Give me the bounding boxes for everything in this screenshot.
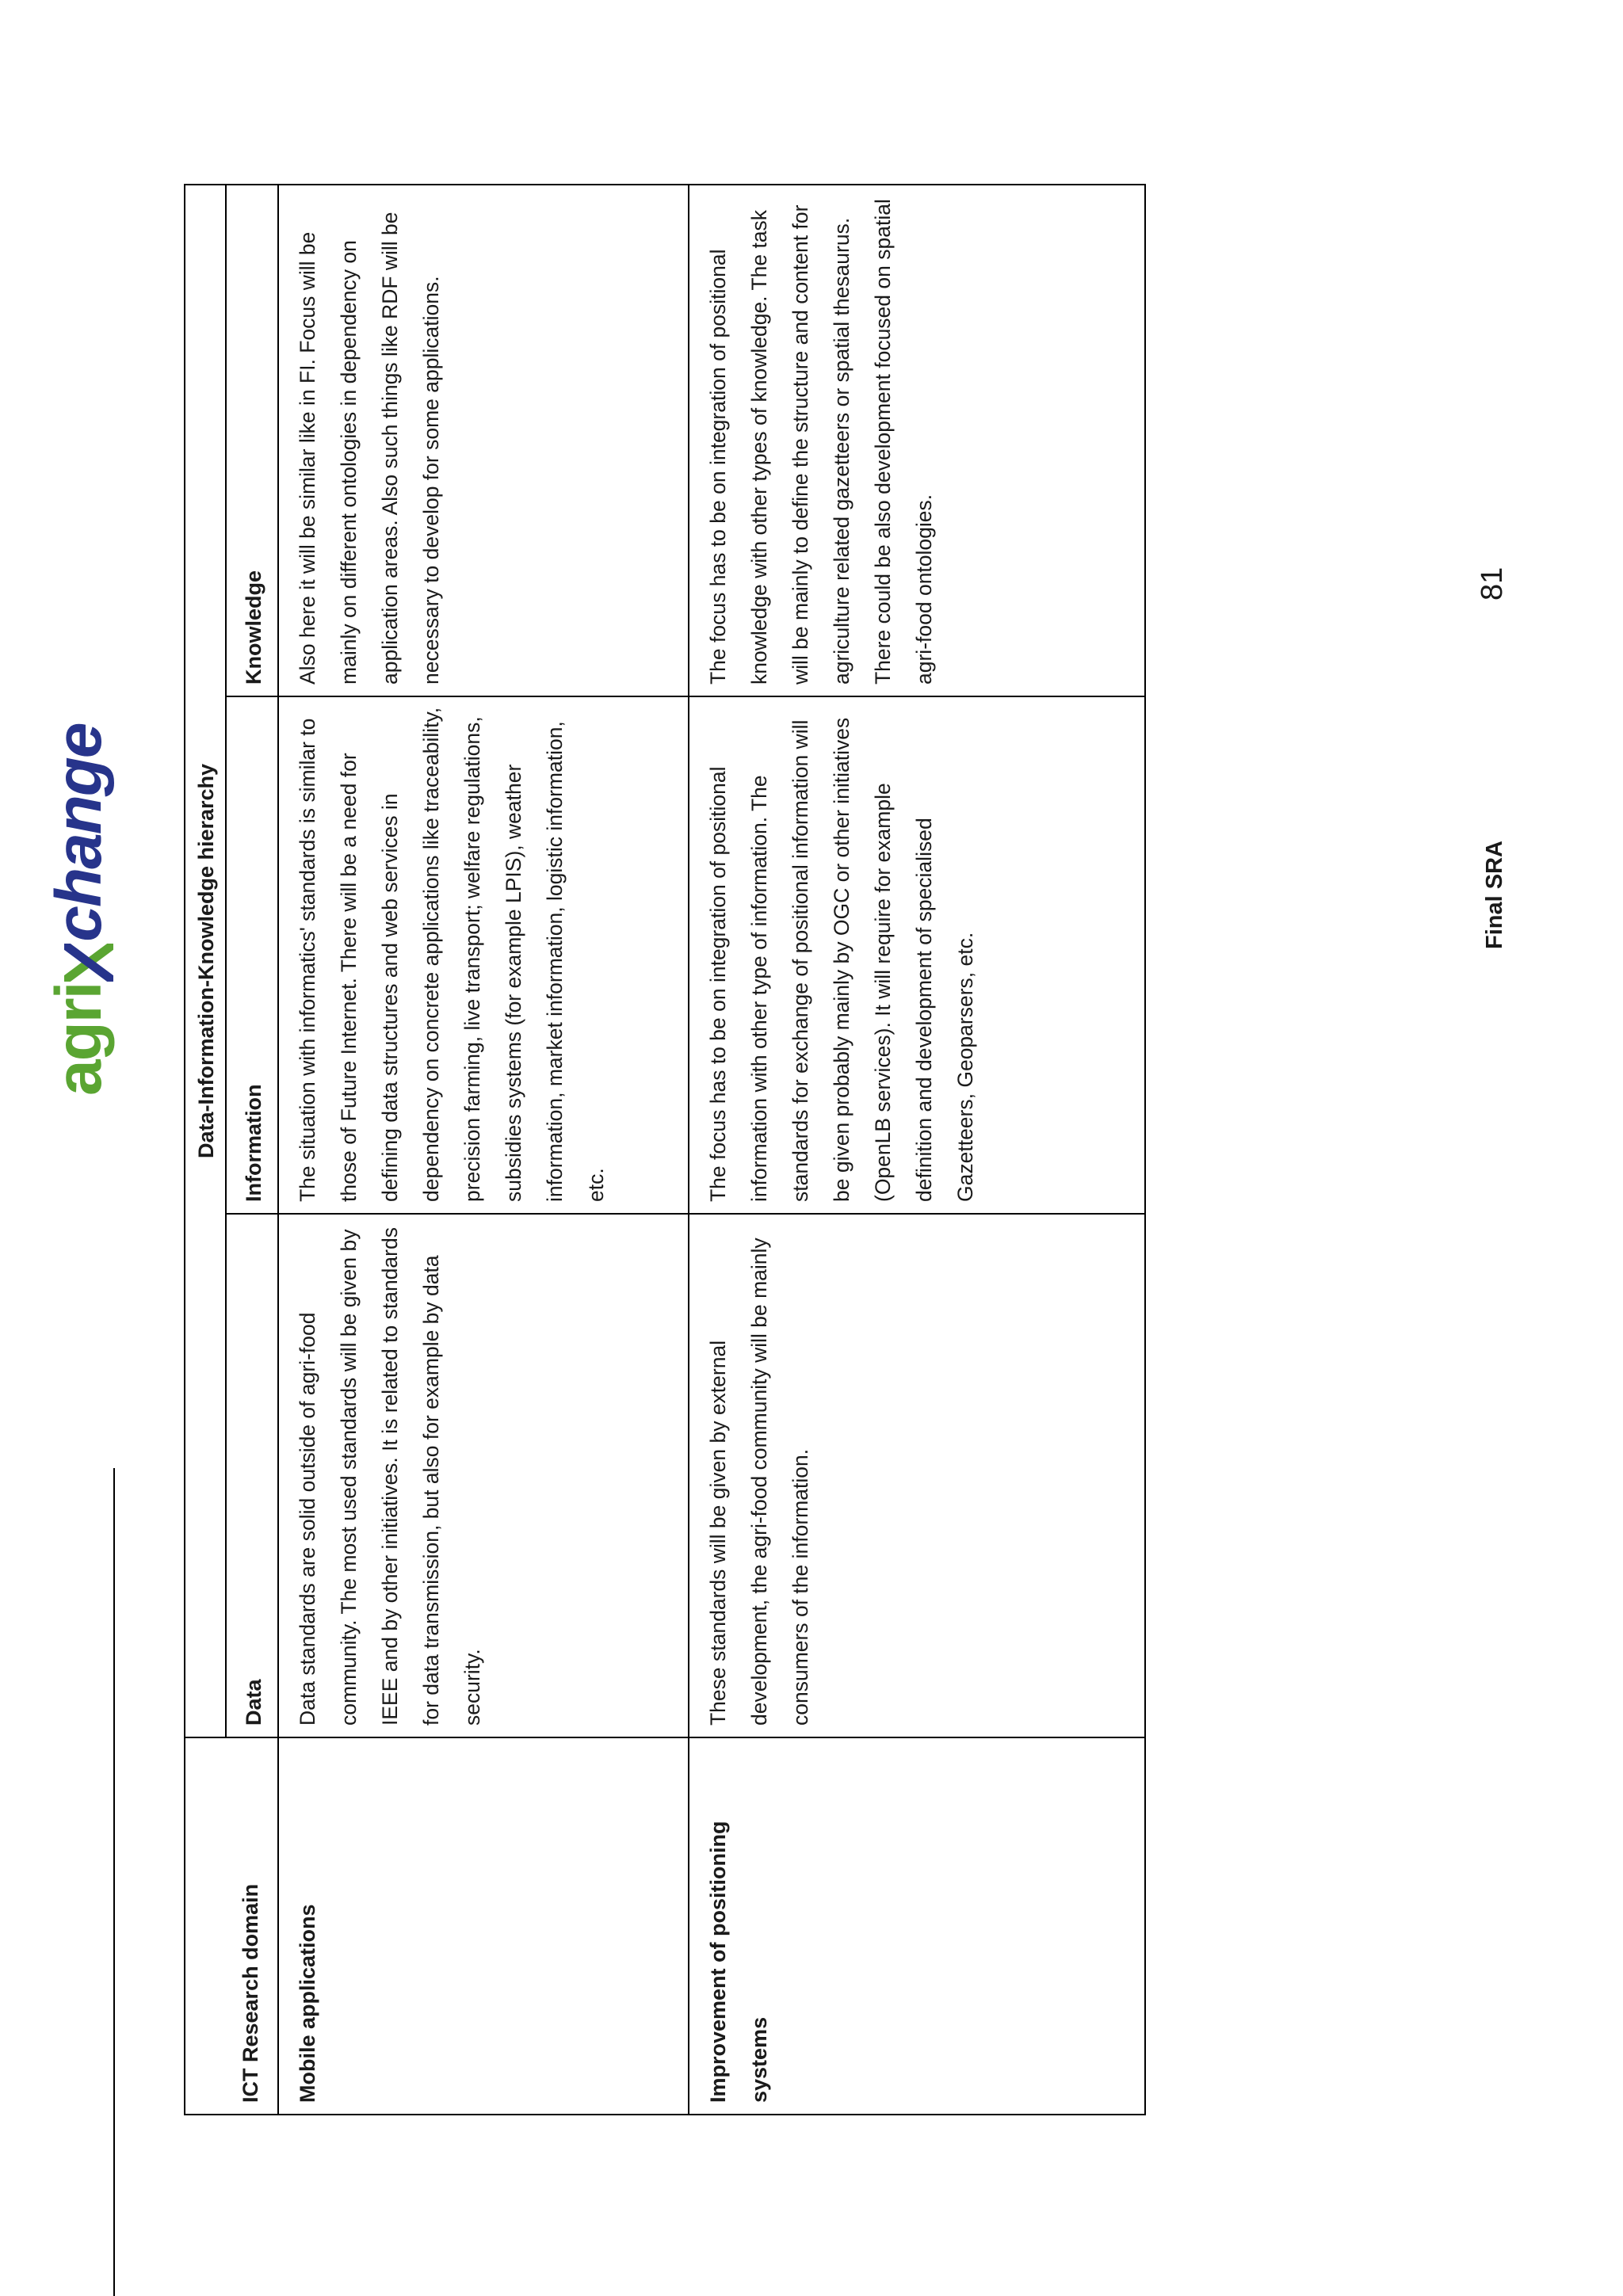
hierarchy-title: Data-Information-Knowledge hierarchy [185, 185, 226, 1737]
header-rule [113, 1468, 115, 2296]
table-row [689, 185, 1145, 2115]
dik-table [184, 185, 1146, 2115]
row-domain: Improvement of positioning systems [689, 1737, 1145, 2115]
logo-agri-text: agri [43, 982, 115, 1096]
row-knowledge: Also here it will be similar like in FI. Focus will be mainly on different ontologies in dependency on application areas. Also such things like RDF will be necessary to develop for some applications. [278, 185, 689, 696]
row-data: Data standards are solid outside of agri-food community. The most used standards will be given by IEEE and by other initiatives. It is related to standards for data transmission, but also for example by data security. [278, 1214, 689, 1737]
column-header-information: Information [226, 696, 278, 1214]
table-row [278, 185, 689, 2115]
row-data: These standards will be given by external development, the agri-food community will be mainly consumers of the information. [689, 1214, 1145, 1737]
agrixchange-logo [43, 723, 115, 1096]
column-header-data: Data [226, 1214, 278, 1737]
logo-change-text: change [43, 723, 115, 942]
column-header-domain: ICT Research domain [185, 1737, 278, 2115]
row-information: The focus has to be on integration of positional information with other type of information. The standards for exchange of positional information will be given probably mainly by OGC or other initiatives (OpenLB services). It will require for example definition and development of specialised Gazetteers, Geoparsers, etc. [689, 696, 1145, 1214]
logo-x-icon [55, 944, 104, 982]
row-domain: Mobile applications [278, 1737, 689, 2115]
page-number: 81 [1476, 566, 1509, 601]
row-knowledge: The focus has to be on integration of positional knowledge with other types of knowledge. The task will be mainly to define the structure and content for agriculture related gazetteers or spatial thesaurus. There could be also development focused on spatial agri-food ontologies. [689, 185, 1145, 696]
column-header-knowledge: Knowledge [226, 185, 278, 696]
row-information: The situation with informatics' standards is similar to those of Future Internet. There will be a need for defining data structures and web services in dependency on concrete applications like traceability, precision farming, live transport; welfare regulations, subsidies systems (for example LPIS), weather information, market information, logistic information, etc. [278, 696, 689, 1214]
footer-title: Final SRA [1482, 841, 1507, 949]
